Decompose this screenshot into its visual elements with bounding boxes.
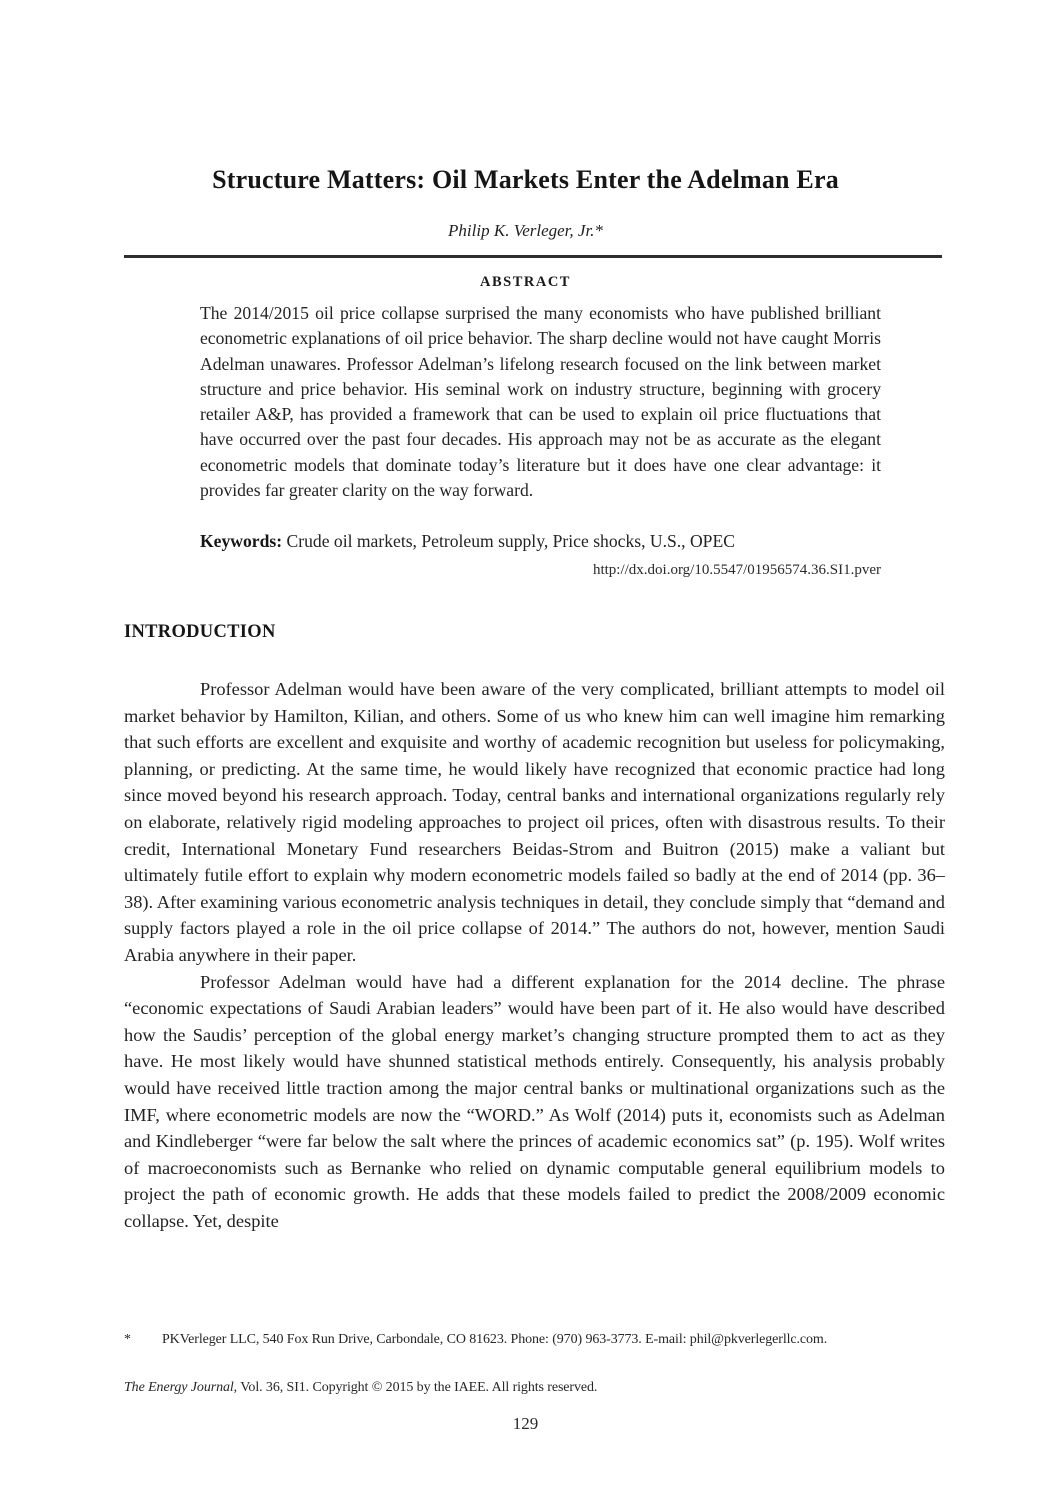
abstract-text: The 2014/2015 oil price collapse surprised the many economists who have published brilliant econometric explanations of oil price behavior. The sharp decline would not have caught Morris Adelman unawares. Professor Adelman’s lifelong research focused on the link between market structure and price behavior. His seminal work on industry structure, beginning with grocery retailer A&P, has provided a framework that can be used to explain oil price fluctuations that have occurred over the past four decades. His approach may not be as accurate as the elegant econometric models that dominate today’s literature but it does have one clear advantage: it provides far greater clarity on the way forward. [200,303,881,501]
keywords-label: Keywords: [200,531,283,551]
page-number: 129 [512,1414,539,1433]
journal-credit-rest: , Vol. 36, SI1. Copyright © 2015 by the IAEE. All rights reserved. [233,1380,598,1395]
doi-link[interactable]: http://dx.doi.org/10.5547/01956574.36.SI1.pver [592,562,881,578]
author-footnote [124,1332,945,1348]
doi-line [200,562,881,579]
footnote-marker: * [124,1332,131,1347]
introduction-heading: INTRODUCTION [124,622,276,642]
footnote-text: PKVerleger LLC, 540 Fox Run Drive, Carbondale, CO 81623. Phone: (970) 963-3773. E-mail: phil@pkverlegerllc.com. [162,1332,828,1347]
title-divider [124,255,942,258]
page-title: Structure Matters: Oil Markets Enter the Adelman Era [212,165,839,195]
author-byline: Philip K. Verleger, Jr.* [448,221,603,240]
introduction-body [124,676,945,1234]
keywords-line [200,531,881,552]
journal-credit-line [124,1380,945,1396]
journal-name: The Energy Journal [124,1380,234,1395]
intro-paragraph-1: Professor Adelman would have been aware of the very complicated, brilliant attempts to model oil market behavior by Hamilton, Kilian, and others. Some of us who knew him can well imagine him remarking that such efforts are excellent and exquisite and worthy of academic recognition but useless for policymaking, planning, or predicting. At the same time, he would likely have recognized that economic practice had long since moved beyond his research approach. Today, central banks and international organizations regularly rely on elaborate, relatively rigid modeling approaches to project oil prices, often with disastrous results. To their credit, International Monetary Fund researchers Beidas-Strom and Buitron (2015) make a valiant but ultimately futile effort to explain why modern econometric models failed so badly at the end of 2014 (pp. 36–38). After examining various econometric analysis techniques in detail, they conclude simply that “demand and supply factors played a role in the oil price collapse of 2014.” The authors do not, however, mention Saudi Arabia anywhere in their paper. [124,679,945,965]
abstract-heading: ABSTRACT [480,274,571,290]
intro-paragraph-2: Professor Adelman would have had a different explanation for the 2014 decline. The phrase “economic expectations of Saudi Arabian leaders” would have been part of it. He also would have described how the Saudis’ perception of the global energy market’s changing structure prompted them to act as they have. He most likely would have shunned statistical methods entirely. Consequently, his analysis probably would have received little traction among the major central banks or multinational organizations such as the IMF, where econometric models are now the “WORD.” As Wolf (2014) puts it, economists such as Adelman and Kindleberger “were far below the salt where the princes of academic economics sat” (p. 195). Wolf writes of macroeconomists such as Bernanke who relied on dynamic computable general equilibrium models to project the path of economic growth. He adds that these models failed to predict the 2008/2009 economic collapse. Yet, despite [124,971,945,1231]
keywords-text: Crude oil markets, Petroleum supply, Price shocks, U.S., OPEC [286,531,735,551]
